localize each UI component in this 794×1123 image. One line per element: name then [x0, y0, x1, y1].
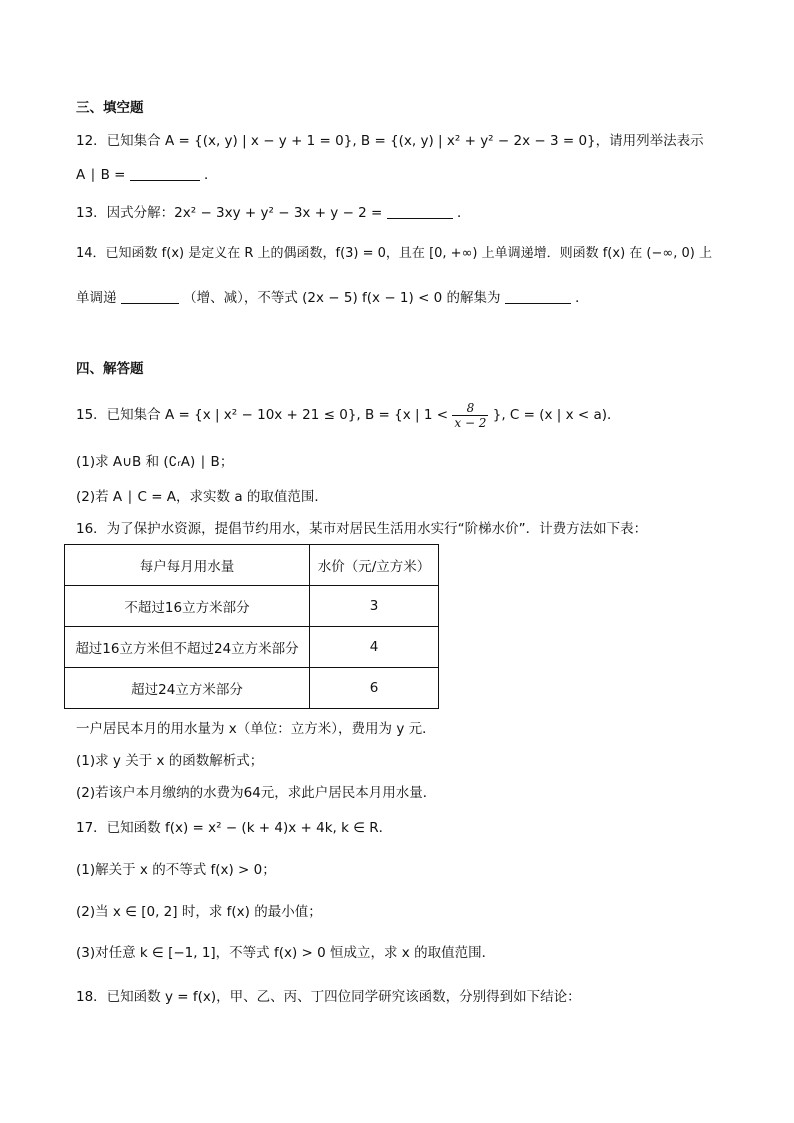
question-16-part-2: (2)若该户本月缴纳的水费为64元，求此户居民本月用水量． — [76, 785, 437, 801]
fraction-numerator: 8 — [452, 401, 488, 416]
question-15-part-1: (1)求 A∪B 和 (∁ᵣA) ∣ B； — [76, 454, 234, 470]
question-16-part-1: (1)求 y 关于 x 的函数解析式； — [76, 753, 264, 769]
table-cell-price: 6 — [310, 668, 439, 709]
question-14-part-b: （增、减），不等式 (2x − 5) f(x − 1) < 0 的解集为 — [183, 290, 501, 306]
table-header-usage: 每户每月用水量 — [65, 545, 310, 586]
question-14-line-2 — [76, 288, 589, 308]
question-15-intro — [76, 398, 621, 432]
answer-blank-14b — [505, 289, 571, 304]
table-cell-usage: 超过16立方米但不超过24立方米部分 — [65, 627, 310, 668]
table-header-row — [65, 545, 439, 586]
question-17-part-2: (2)当 x ∈ [0, 2] 时，求 f(x) 的最小值； — [76, 904, 322, 920]
table-row — [65, 668, 439, 709]
question-17-intro: 17．已知函数 f(x) = x² − (k + 4)x + 4k, k ∈ R． — [76, 820, 393, 836]
question-13-suffix: ． — [456, 205, 471, 221]
answer-blank-14a — [121, 289, 179, 304]
table-cell-usage: 超过24立方米部分 — [65, 668, 310, 709]
answer-blank-13 — [387, 204, 453, 219]
answer-blank-12 — [130, 166, 200, 181]
table-header-price: 水价（元/立方米） — [310, 545, 439, 586]
question-14-line-1: 14．已知函数 f(x) 是定义在 R 上的偶函数，f(3) = 0，且在 [0, +∞) 上单调递增．则函数 f(x) 在 (−∞, 0) 上 — [76, 246, 712, 261]
question-13-text: 13．因式分解：2x² − 3xy + y² − 3x + y − 2 = — [76, 205, 383, 221]
question-15-suffix: }, C = (x | x < a)． — [492, 407, 621, 423]
question-16-after-table: 一户居民本月的用水量为 x（单位：立方米），费用为 y 元． — [76, 721, 436, 737]
fraction-8-over-x-minus-2 — [452, 401, 488, 430]
question-15-prefix: 15．已知集合 A = {x | x² − 10x + 21 ≤ 0}, B = {x | 1 < — [76, 407, 449, 423]
water-price-table — [64, 544, 439, 709]
section-fill-in-title: 三、填空题 — [76, 100, 144, 116]
question-12-line-2 — [76, 165, 218, 185]
question-12-suffix: ． — [204, 167, 218, 183]
question-16-intro: 16．为了保护水资源，提倡节约用水，某市对居民生活用水实行“阶梯水价”．计费方法如下表： — [76, 521, 648, 537]
question-17-part-1: (1)解关于 x 的不等式 f(x) > 0； — [76, 862, 276, 878]
table-cell-price: 4 — [310, 627, 439, 668]
question-15-part-2: (2)若 A ∣ C = A，求实数 a 的取值范围． — [76, 489, 328, 505]
question-12-prefix: A ∣ B = — [76, 167, 126, 183]
table-row — [65, 586, 439, 627]
question-18-intro: 18．已知函数 y = f(x)，甲、乙、丙、丁四位同学研究该函数，分别得到如下结论： — [76, 989, 581, 1005]
question-17-part-3: (3)对任意 k ∈ [−1, 1]，不等式 f(x) > 0 恒成立，求 x 的取值范围． — [76, 945, 496, 961]
question-14-part-a: 单调递 — [76, 290, 117, 306]
fraction-denominator: x − 2 — [454, 415, 487, 430]
table-row — [65, 627, 439, 668]
question-12-line-1: 12．已知集合 A = {(x, y) | x − y + 1 = 0}, B = {(x, y) | x² + y² − 2x − 3 = 0}，请用列举法表示 — [76, 133, 704, 149]
question-13 — [76, 203, 470, 223]
section-answer-title: 四、解答题 — [76, 361, 144, 377]
table-cell-price: 3 — [310, 586, 439, 627]
question-14-part-c: ． — [575, 290, 589, 306]
table-cell-usage: 不超过16立方米部分 — [65, 586, 310, 627]
